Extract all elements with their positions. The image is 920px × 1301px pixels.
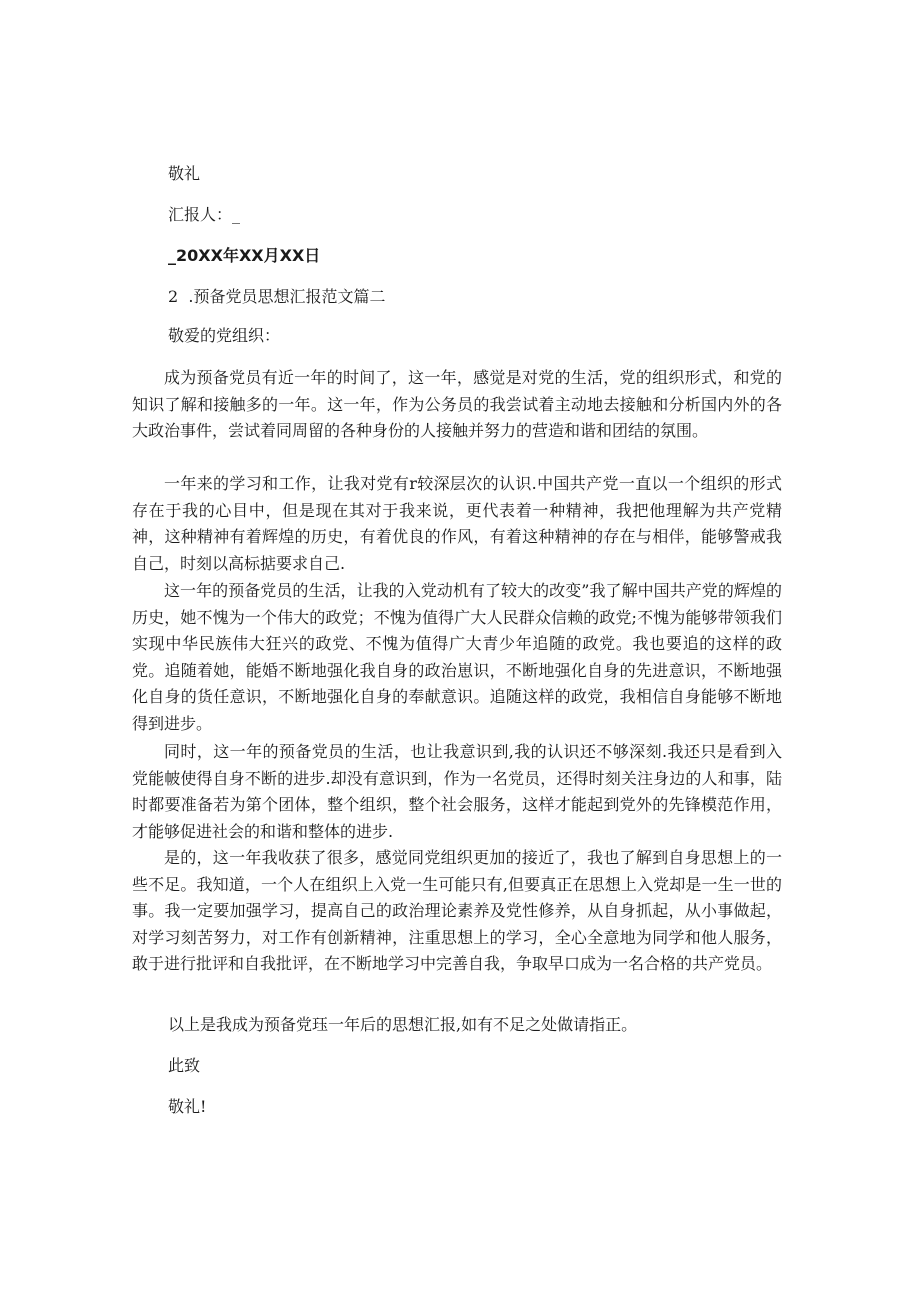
paragraph-1: 成为预备党员有近一年的时间了，这一年，感觉是对党的生活，党的组织形式，和党的知识了解和接触多的一年。这一年，作为公务员的我尝试着主动地去接触和分析国内外的各大政治事件，尝试着同周留的各种身份的人接触并努力的营造和谐和团结的氛围。 [132, 368, 782, 440]
section-heading: 2 .预备党员思想汇报范文篇二 [168, 287, 386, 306]
paragraph-5: 是的，这一年我收获了很多，感觉同党组织更加的接近了，我也了解到自身思想上的一些不足。我知道，一个人在组织上入党一生可能只有,但要真正在思想上入党却是一生一世的事。我一定要加强学习，提高自己的政治理论素养及党性修养，从自身抓起，从小事做起，对学习刻苦努力，对工作有创新精神，注重思想上的学习，全心全意地为同学和他人服务，敢于进行批评和自我批评，在不断地学习中完善自我，争取早口成为一名合格的共产党员。 [132, 848, 782, 973]
closing-salute-top: 敬礼 [168, 164, 201, 183]
date-line: _20XX年XX月XX日 [168, 246, 321, 265]
paragraph-4: 同时，这一年的预备党员的生活，也让我意识到,我的认识还不够深刻.我还只是看到入党能帔使得自身不断的进步.却没有意识到，作为一名党员，还得时刻关注身边的人和事，陆时都要准备若为第个团体，整个组织，整个社会服务，这样才能起到党外的先锋模范作用，才能够促进社会的和谐和整体的进步. [132, 742, 782, 841]
summary-line: 以上是我成为预备党珏一年后的思想汇报,如有不足之处做请指正。 [168, 1015, 638, 1034]
paragraph-2: 一年来的学习和工作，让我对党有r较深层次的认识.中国共产党一直以一个组织的形式存在于我的心目中，但是现在其对于我来说，更代表着一种精神，我把他理解为共产党精神，这种精神有着辉煌的历史，有着优良的作风，有着这种精神的存在与相伴，能够警戒我自己，时刻以高标掂要求自己. [132, 474, 782, 573]
greeting-line: 此致 [168, 1056, 201, 1075]
paragraph-3: 这一年的预备党员的生活，让我的入党动机有了较大的改变”我了解中国共产党的辉煌的历史，她不愧为一个伟大的政党；不愧为值得广大人民群众信赖的政党;不愧为能够带领我们实现中华民族伟大狂兴的政党、不愧为值得广大青少年追随的政党。我也要追的这样的政党。追随着她，能婚不断地强化我自身的政治崽识，不断地强化自身的先进意识，不断地强化自身的货任意识，不断地强化自身的奉献意识。追随这样的政党，我相信自身能够不断地得到进步。 [132, 581, 782, 733]
salutation: 敬爱的党组织： [168, 326, 281, 345]
closing-salute: 敬礼! [168, 1097, 207, 1116]
reporter-line: 汇报人：_ [168, 205, 241, 224]
